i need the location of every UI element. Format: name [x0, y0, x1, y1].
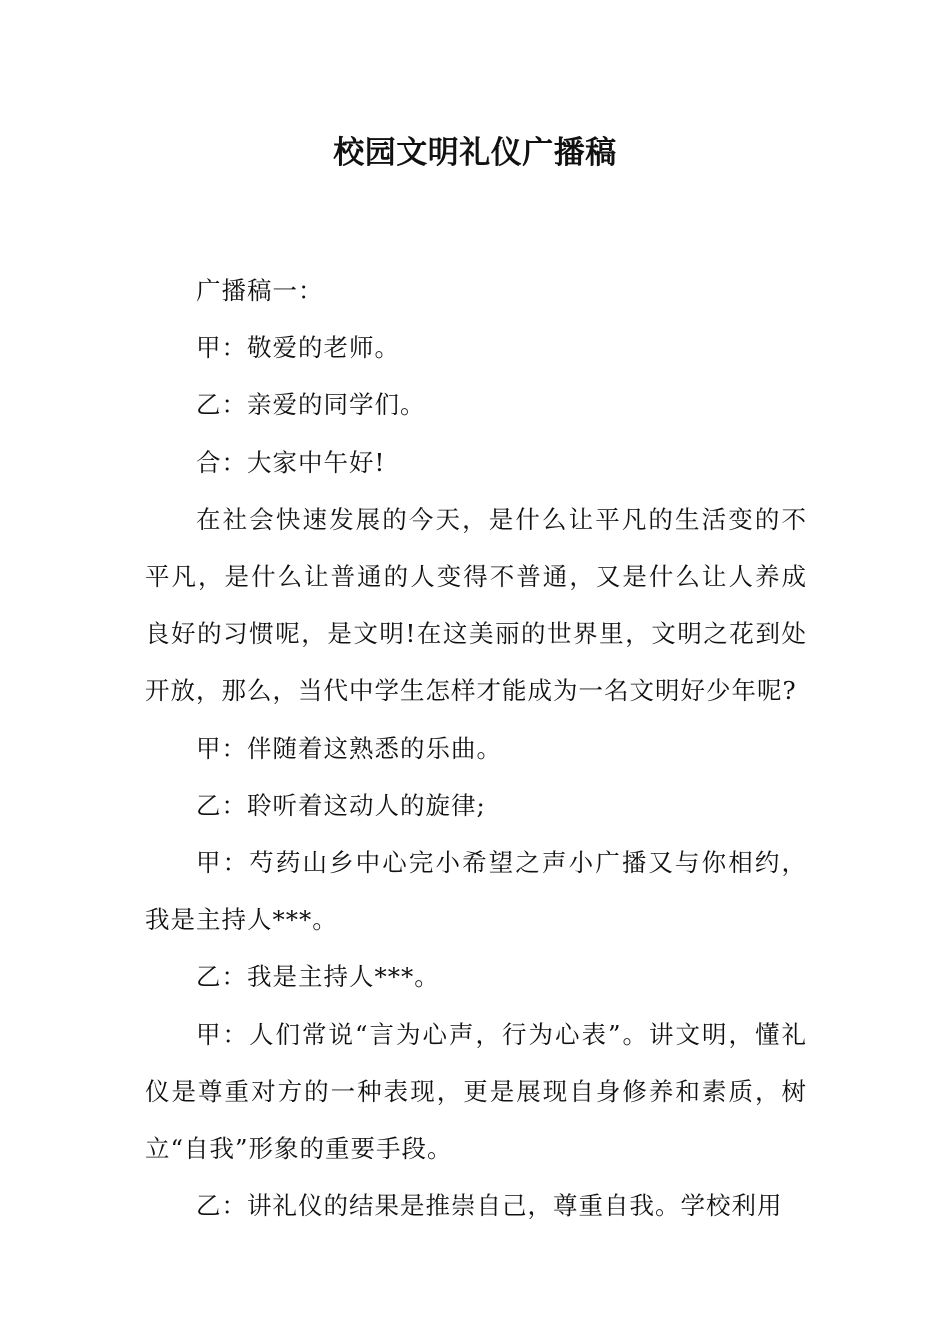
document-title: 校园文明礼仪广播稿: [333, 135, 617, 171]
paragraph: 合：大家中午好!: [196, 447, 386, 477]
paragraph: 乙：亲爱的同学们。: [196, 390, 426, 420]
paragraph: 甲：人们常说“言为心声，行为心表”。讲文明，懂礼仪是尊重对方的一种表现，更是展现自身修养和素质，树立“自我”形象的重要手段。: [145, 1019, 807, 1164]
paragraph: 乙：我是主持人***。: [196, 962, 440, 992]
paragraph: 在社会快速发展的今天，是什么让平凡的生活变的不平凡，是什么让普通的人变得不普通，又是什么让人养成良好的习惯呢，是文明!在这美丽的世界里，文明之花到处开放，那么，当代中学生怎样才能成为一名文明好少年呢?: [145, 504, 807, 706]
paragraph: 广播稿一：: [196, 276, 324, 305]
document-body: [145, 262, 807, 1234]
paragraph: 甲：芍药山乡中心完小希望之声小广播又与你相约，我是主持人***。: [145, 848, 807, 935]
paragraph: 乙：讲礼仪的结果是推崇自己，尊重自我。学校利用: [196, 1191, 783, 1221]
paragraph: 乙：聆听着这动人的旋律;: [196, 790, 486, 820]
paragraph: 甲：伴随着这熟悉的乐曲。: [196, 733, 502, 763]
paragraph: 甲：敬爱的老师。: [196, 333, 400, 363]
